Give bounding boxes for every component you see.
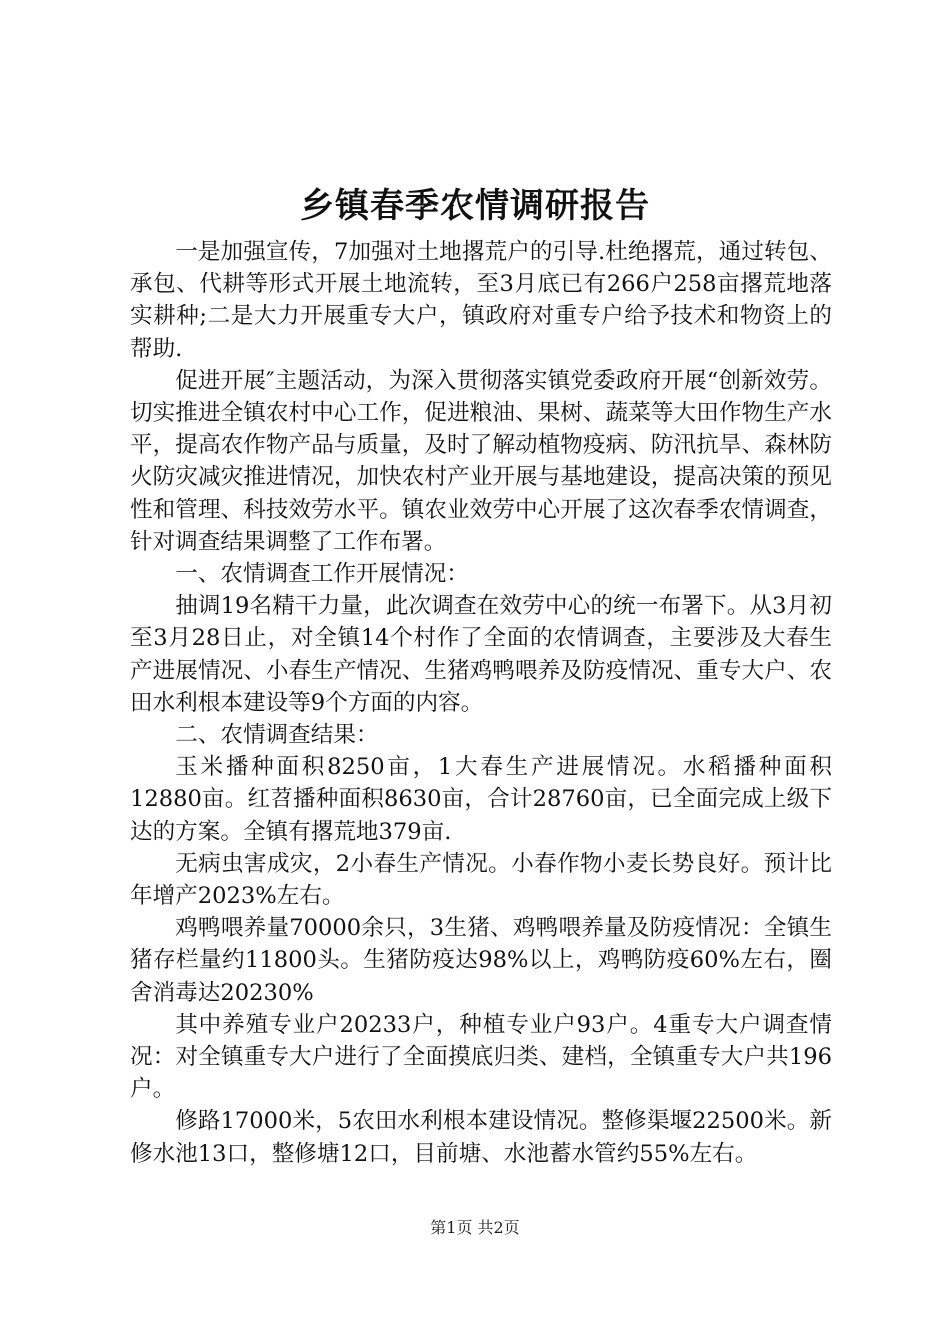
page-footer: 第1页 共2页 [430,1218,520,1237]
document-body [130,236,832,1170]
paragraph: 玉米播种面积8250亩，1大春生产进展情况。水稻播种面积12880亩。红苕播种面积8630亩，合计28760亩，已全面完成上级下达的方案。全镇有撂荒地379亩. [130,754,832,845]
section-heading: 一、农情调查工作开展情况： [175,561,469,588]
paragraph: 修路17000米，5农田水利根本建设情况。整修渠堰22500米。新修水池13口，整修塘12口，目前塘、水池蓄水管约55%左右。 [130,1108,832,1167]
document-title: 乡镇春季农情调研报告 [300,186,650,226]
paragraph: 一是加强宣传，7加强对土地撂荒户的引导.杜绝撂荒，通过转包、承包、代耕等形式开展土地流转，至3月底已有266户258亩撂荒地落实耕种;二是大力开展重专大户，镇政府对重专户给予技术和物资上的帮助. [130,239,832,362]
paragraph: 无病虫害成灾，2小春生产情况。小春作物小麦长势良好。预计比年增产2023%左右。 [130,850,832,910]
paragraph: 促进开展″主题活动，为深入贯彻落实镇党委政府开展“创新效劳。切实推进全镇农村中心工作，促进粮油、果树、蔬菜等大田作物生产水平，提高农作物产品与质量，及时了解动植物疫病、防汛抗旱、森林防火防灾减灾推进情况，加快农村产业开展与基地建设，提高决策的预见性和管理、科技效劳水平。镇农业效劳中心开展了这次春季农情调查，针对调查结果调整了工作布署。 [130,367,832,555]
paragraph: 鸡鸭喂养量70000余只，3生猪、鸡鸭喂养量及防疫情况：全镇生猪存栏量约11800头。生猪防疫达98%以上，鸡鸭防疫60%左右，圈舍消毒达20230% [130,915,832,1006]
paragraph: 抽调19名精干力量，此次调查在效劳中心的统一布署下。从3月初至3月28日止，对全镇14个村作了全面的农情调查，主要涉及大春生产进展情况、小春生产情况、生猪鸡鸭喂养及防疫情况、重专大户、农田水利根本建设等9个方面的内容。 [130,593,832,716]
paragraph: 其中养殖专业户20233户，种植专业户93户。4重专大户调查情况：对全镇重专大户进行了全面摸底归类、建档，全镇重专大户共196户。 [130,1011,832,1103]
section-heading: 二、农情调查结果： [175,722,379,749]
